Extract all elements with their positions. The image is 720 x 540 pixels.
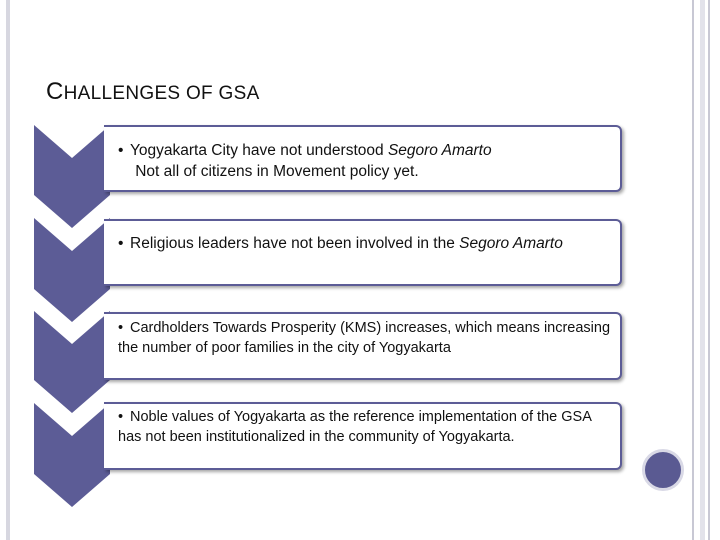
slide-title-rest: HALLENGES OF GSA — [63, 83, 260, 104]
bullet-icon: • — [118, 142, 124, 159]
text-segment: Cardholders Towards Prosperity (KMS) increases, which means increasing the number of poor families in the city of Yogyakarta — [118, 320, 611, 356]
decorative-circle — [642, 449, 684, 491]
text-segment: Noble values of Yogyakarta as the reference implementation of the GSA has not been institutionalized in the community of Yogyakarta. — [118, 409, 592, 445]
text-segment: Yogyakarta City have not understood — [130, 142, 388, 159]
chevron-4 — [34, 403, 110, 507]
challenge-item-3-text — [118, 319, 616, 358]
challenge-item-2 — [104, 219, 622, 286]
chevron-1 — [34, 125, 110, 228]
text-segment: Religious leaders have not been involved in the — [130, 235, 460, 252]
chevron-2 — [34, 218, 110, 322]
bullet-icon: • — [118, 409, 124, 425]
policy-name-italic: Segoro Amarto — [459, 235, 563, 252]
slide-title-initial: C — [46, 78, 64, 105]
challenge-item-2-text — [118, 233, 616, 254]
challenge-item-4-text — [118, 408, 616, 447]
challenge-item-1 — [104, 125, 622, 192]
bullet-icon: • — [118, 320, 124, 336]
text-segment: Not all of citizens in Movement policy yet. — [130, 163, 419, 180]
challenge-item-1-text — [118, 140, 616, 182]
challenge-item-3 — [104, 312, 622, 380]
challenge-item-4 — [104, 402, 622, 470]
bullet-icon: • — [118, 235, 124, 252]
chevron-3 — [34, 311, 110, 413]
policy-name-italic: Segoro Amarto — [387, 142, 492, 159]
